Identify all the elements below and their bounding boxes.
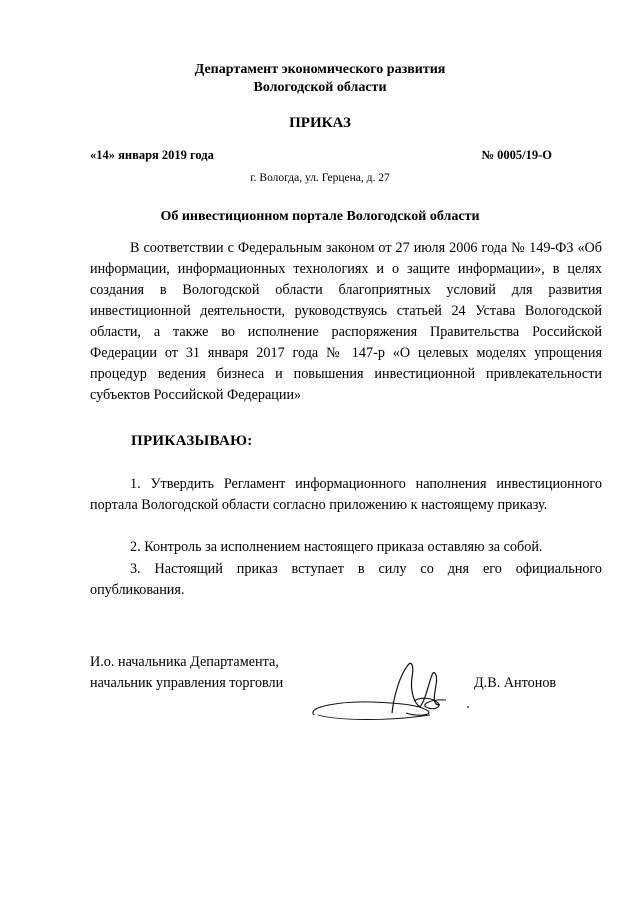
department-name-line2: Вологодской области xyxy=(253,80,387,95)
department-name-line1: Департамент экономического развития xyxy=(194,62,446,77)
order-item-1: 1. Утвердить Регламент информационного наполнения инвестиционного портала Вологодской области согласно приложению к настоящему приказу. xyxy=(90,476,602,513)
order-directive-heading: ПРИКАЗЫВАЮ: xyxy=(131,433,253,449)
intro-paragraph: В соответствии с Федеральным законом от 27 июля 2006 года № 149-ФЗ «Об информации, информационных технологиях и о защите информации», в целях создания в Вологодской области благоприятных условий для развития инвестиционной деятельности, руководствуясь статьей 24 Устава Вологодской области, а также во исполнение распоряжения Правительства Российской Федерации от 31 января 2017 года № 147-р «О целевых моделях упрощения процедур ведения бизнеса и повышения инвестиционной привлекательности субъектов Российской Федерации» xyxy=(90,240,602,403)
signatory-position-line1: И.о. начальника Департамента, xyxy=(90,654,279,670)
document-type-title: ПРИКАЗ xyxy=(289,115,351,131)
order-number: № 0005/19-О xyxy=(481,148,552,162)
order-subject: Об инвестиционном портале Вологодской области xyxy=(160,209,480,224)
signatory-position-line2: начальник управления торговли xyxy=(90,675,284,691)
signatory-name: Д.В. Антонов xyxy=(474,675,557,691)
order-item-2: 2. Контроль за исполнением настоящего приказа оставляю за собой. xyxy=(130,539,543,555)
handwritten-signature xyxy=(300,655,470,730)
order-date: «14» января 2019 года xyxy=(90,148,214,162)
issuing-place: г. Вологда, ул. Герцена, д. 27 xyxy=(250,172,390,184)
order-item-3: 3. Настоящий приказ вступает в силу со дня его официального опубликования. xyxy=(90,561,602,598)
